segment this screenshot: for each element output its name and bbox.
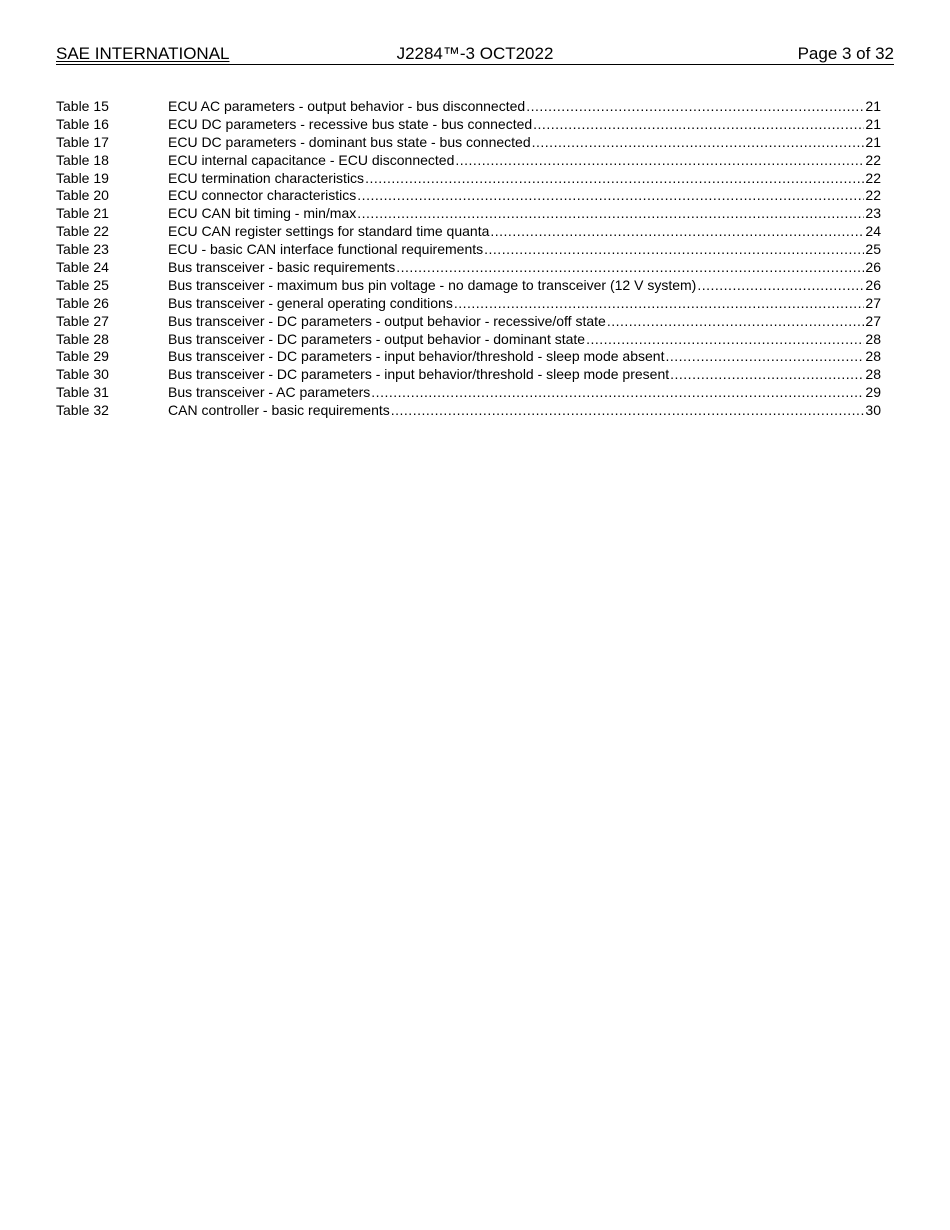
toc-entry-page: 21	[865, 98, 881, 114]
toc-entry-label: Table 30	[56, 366, 109, 383]
dot-leader	[532, 134, 865, 152]
toc-entry-label: Table 29	[56, 348, 109, 365]
document-id: J2284™-3 OCT2022	[396, 44, 554, 63]
dot-leader	[396, 259, 864, 277]
toc-entry[interactable]	[56, 366, 881, 384]
toc-entry-page: 28	[865, 348, 881, 365]
toc-entry[interactable]	[56, 331, 881, 349]
toc-entry-title: Bus transceiver - AC parameters	[168, 384, 371, 401]
page-header	[56, 44, 894, 65]
dot-leader	[357, 187, 864, 205]
toc-entry[interactable]	[56, 384, 881, 402]
dot-leader	[533, 116, 864, 134]
dot-leader	[371, 384, 864, 402]
toc-entry-label: Table 32	[56, 402, 109, 419]
toc-entry-page: 29	[865, 384, 881, 401]
toc-entry[interactable]	[56, 259, 881, 277]
toc-entry-page: 27	[865, 294, 881, 311]
toc-entry-label: Table 26	[56, 294, 109, 311]
toc-entry[interactable]	[56, 348, 881, 366]
toc-entry-title: Bus transceiver - maximum bus pin voltage - no damage to transceiver (12 V system)	[168, 276, 697, 293]
dot-leader	[607, 313, 865, 331]
toc-entry-title: ECU connector characteristics	[168, 187, 357, 204]
toc-entry[interactable]	[56, 98, 881, 116]
toc-entry-label: Table 28	[56, 330, 109, 347]
toc-entry-label: Table 15	[56, 98, 109, 114]
toc-entry[interactable]	[56, 241, 881, 259]
dot-leader	[484, 241, 864, 259]
publisher-name: SAE INTERNATIONAL	[56, 44, 230, 63]
toc-entry[interactable]	[56, 134, 881, 152]
toc-entry-title: ECU - basic CAN interface functional requirements	[168, 241, 484, 258]
toc-entry-title: CAN controller - basic requirements	[168, 402, 390, 419]
toc-entry-label: Table 18	[56, 151, 109, 168]
toc-entry-title: ECU DC parameters - recessive bus state - bus connected	[168, 115, 533, 132]
toc-entry-page: 25	[865, 241, 881, 258]
toc-entry-title: Bus transceiver - DC parameters - output behavior - recessive/off state	[168, 312, 606, 329]
toc-entry-label: Table 23	[56, 241, 109, 258]
list-of-tables	[56, 98, 881, 420]
dot-leader	[391, 402, 865, 420]
toc-entry-title: ECU AC parameters - output behavior - bus disconnected	[168, 98, 526, 114]
toc-entry-page: 21	[865, 133, 881, 150]
toc-entry-title: ECU DC parameters - dominant bus state - bus connected	[168, 133, 531, 150]
toc-entry-label: Table 24	[56, 259, 109, 276]
toc-entry-label: Table 16	[56, 115, 109, 132]
toc-entry-title: ECU internal capacitance - ECU disconnected	[168, 151, 455, 168]
toc-entry-page: 21	[865, 115, 881, 132]
toc-entry-label: Table 20	[56, 187, 109, 204]
toc-entry-page: 30	[865, 402, 881, 419]
toc-entry[interactable]	[56, 313, 881, 331]
toc-entry[interactable]	[56, 205, 881, 223]
toc-entry[interactable]	[56, 295, 881, 313]
dot-leader	[365, 170, 864, 188]
dot-leader	[490, 223, 864, 241]
toc-entry-label: Table 25	[56, 276, 109, 293]
dot-leader	[670, 366, 864, 384]
toc-entry-title: Bus transceiver - DC parameters - input behavior/threshold - sleep mode present	[168, 366, 670, 383]
toc-entry-title: Bus transceiver - DC parameters - input behavior/threshold - sleep mode absent	[168, 348, 665, 365]
toc-entry-title: ECU CAN bit timing - min/max	[168, 205, 357, 222]
toc-entry-title: Bus transceiver - DC parameters - output behavior - dominant state	[168, 330, 586, 347]
toc-entry-title: ECU termination characteristics	[168, 169, 365, 186]
toc-entry-page: 27	[865, 312, 881, 329]
toc-entry[interactable]	[56, 223, 881, 241]
toc-entry-page: 26	[865, 259, 881, 276]
dot-leader	[357, 205, 864, 223]
dot-leader	[455, 152, 864, 170]
dot-leader	[526, 98, 864, 116]
toc-entry-page: 22	[865, 151, 881, 168]
toc-entry[interactable]	[56, 277, 881, 295]
toc-entry-label: Table 19	[56, 169, 109, 186]
toc-entry-title: Bus transceiver - general operating conditions	[168, 294, 453, 311]
toc-entry[interactable]	[56, 152, 881, 170]
toc-entry-label: Table 22	[56, 223, 109, 240]
toc-entry-label: Table 31	[56, 384, 109, 401]
toc-entry-label: Table 27	[56, 312, 109, 329]
toc-entry-page: 28	[865, 330, 881, 347]
page-number: Page 3 of 32	[797, 44, 894, 63]
toc-entry-page: 28	[865, 366, 881, 383]
dot-leader	[454, 295, 865, 313]
dot-leader	[665, 348, 864, 366]
toc-entry[interactable]	[56, 402, 881, 420]
toc-entry-page: 26	[865, 276, 881, 293]
toc-entry-label: Table 17	[56, 133, 109, 150]
dot-leader	[586, 331, 864, 349]
toc-entry-title: ECU CAN register settings for standard time quanta	[168, 223, 490, 240]
toc-entry-page: 22	[865, 169, 881, 186]
toc-entry[interactable]	[56, 116, 881, 134]
toc-entry-page: 23	[865, 205, 881, 222]
toc-entry-page: 22	[865, 187, 881, 204]
toc-entry-page: 24	[865, 223, 881, 240]
dot-leader	[697, 277, 864, 295]
toc-entry[interactable]	[56, 170, 881, 188]
toc-entry[interactable]	[56, 187, 881, 205]
toc-entry-label: Table 21	[56, 205, 109, 222]
toc-entry-title: Bus transceiver - basic requirements	[168, 259, 396, 276]
